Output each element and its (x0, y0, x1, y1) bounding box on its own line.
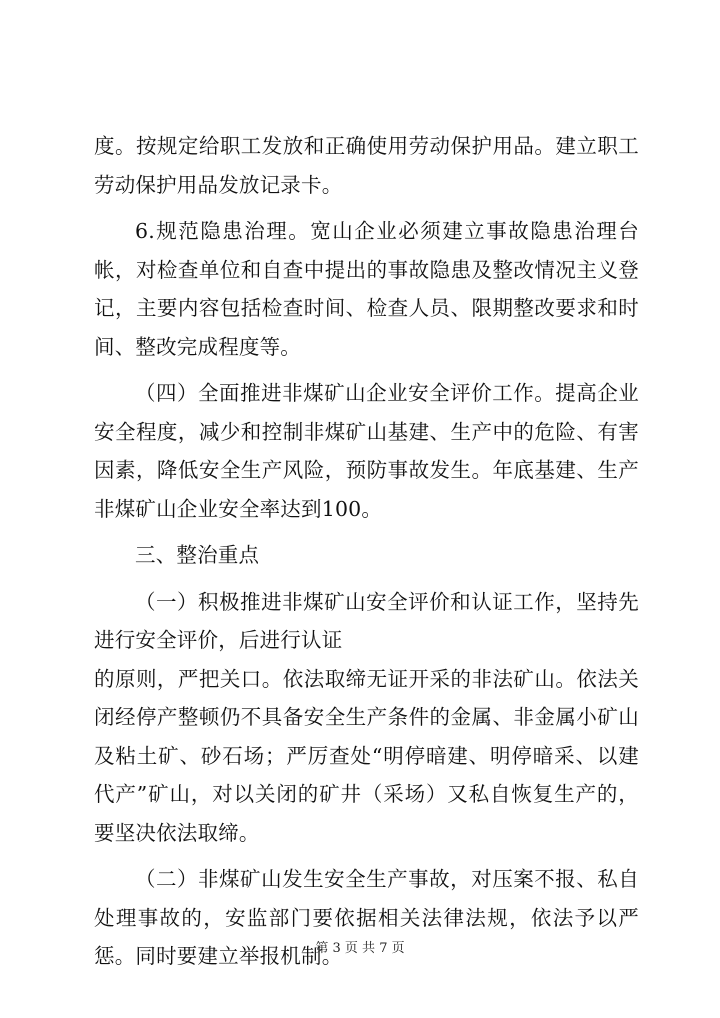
section-heading: 三、整治重点 (135, 543, 260, 567)
paragraph-4: （一）积极推进非煤矿山安全评价和认证工作，坚持先进行安全评价，后进行认证 (94, 589, 639, 652)
document-body (94, 127, 639, 976)
paragraph-2: 6.规范隐患治理。宽山企业必须建立事故隐患治理台帐，对检查单位和自查中提出的事故隐患及整改情况主义登记，主要内容包括检查时间、检查人员、限期整改要求和时间、整改完成程度等。 (94, 219, 639, 359)
paragraph-6: （二）非煤矿山发生安全生产事故，对压案不报、私自处理事故的，安监部门要依据相关法律法规，依法予以严惩。同时要建立举报机制。 (94, 867, 639, 968)
page-number-footer: 第 3 页 共 7 页 (315, 941, 405, 956)
paragraph-3: （四）全面推进非煤矿山企业安全评价工作。提高企业安全程度，减少和控制非煤矿山基建、生产中的危险、有害因素，降低安全生产风险，预防事故发生。年底基建、生产非煤矿山企业安全率达到100。 (94, 381, 639, 521)
paragraph-1: 度。按规定给职工发放和正确使用劳动保护用品。建立职工劳动保护用品发放记录卡。 (94, 134, 639, 197)
paragraph-5: 的原则，严把关口。依法取缔无证开采的非法矿山。依法关闭经停产整顿仍不具备安全生产条件的金属、非金属小矿山及粘土矿、砂石场；严厉查处“明停暗建、明停暗采、以建代产”矿山，对以关闭的矿井（采场）又私自恢复生产的，要坚决依法取缔。 (94, 666, 639, 845)
